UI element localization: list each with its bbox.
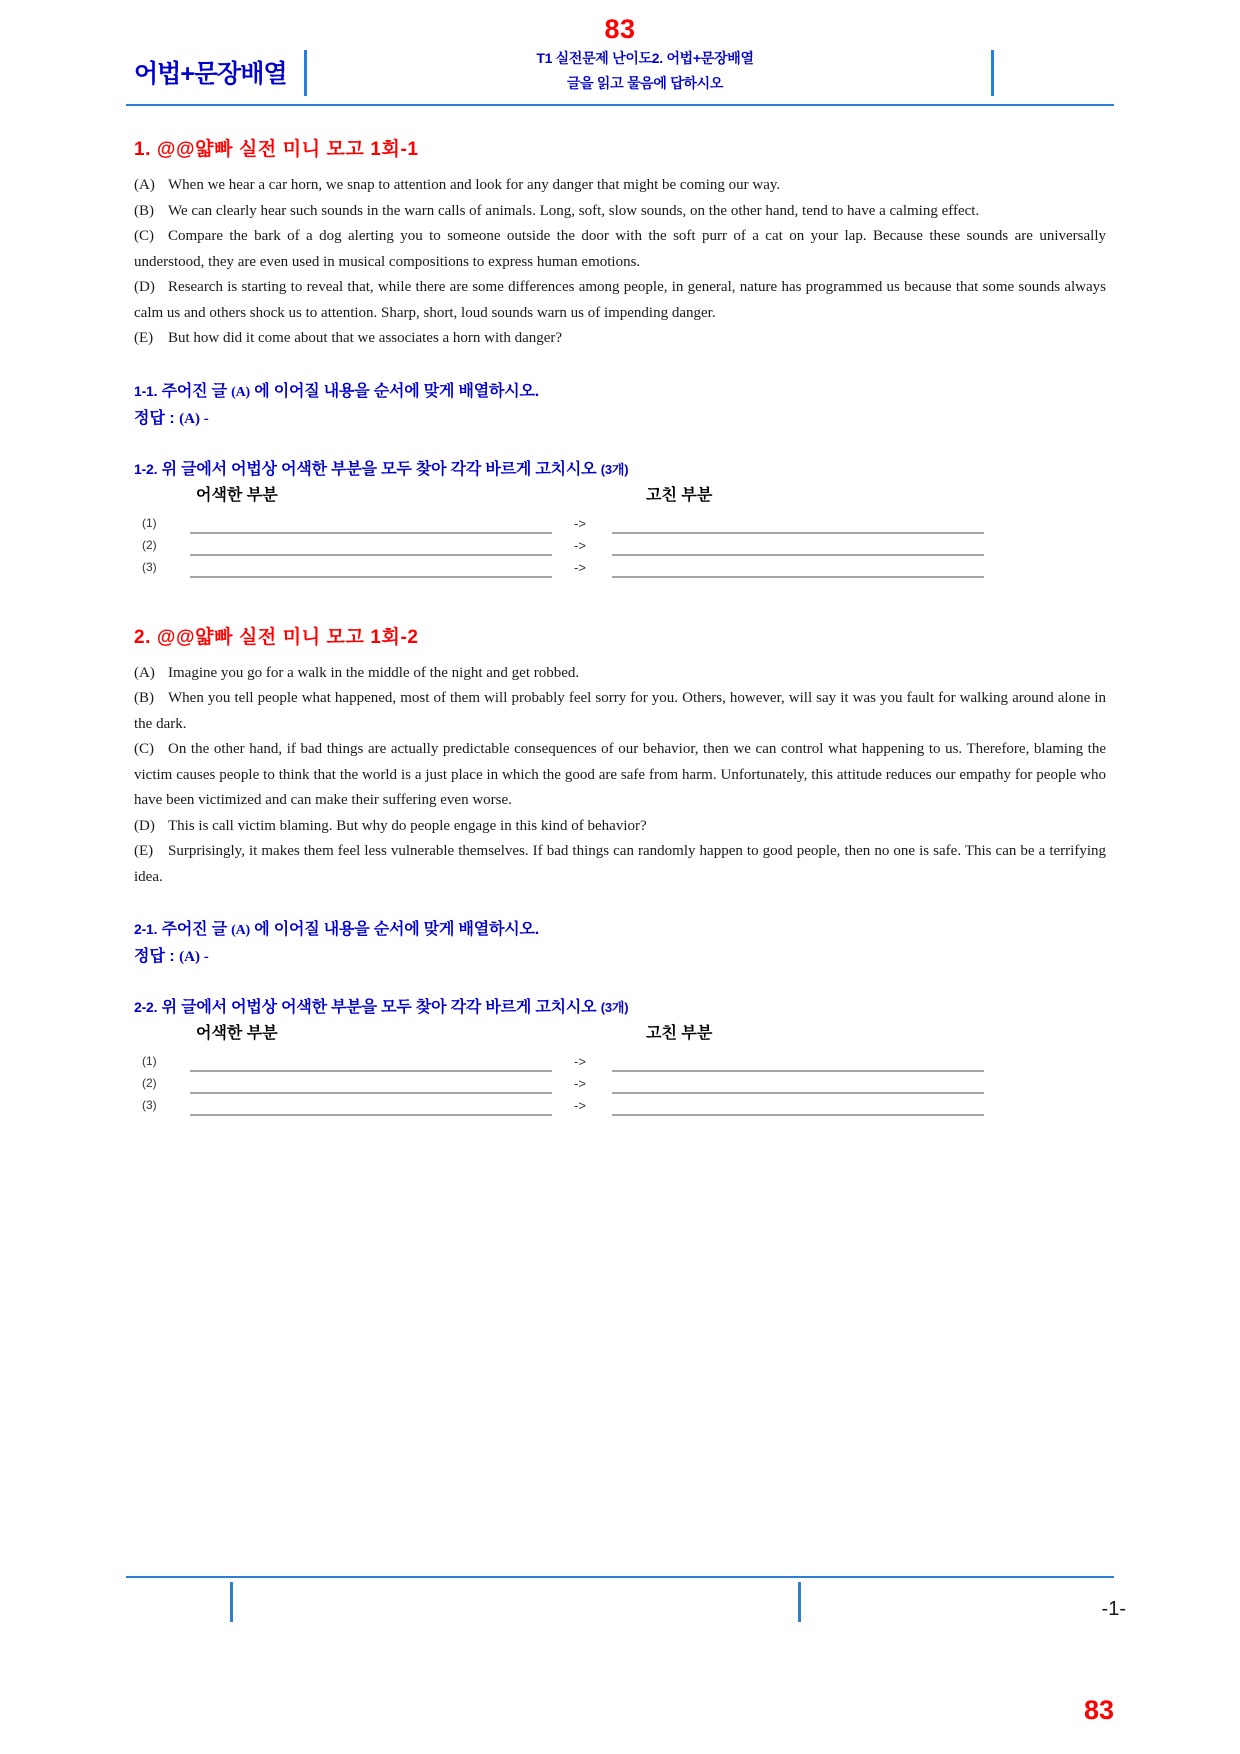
arrow-icon: ->	[574, 537, 586, 553]
arrow-icon: ->	[574, 1098, 586, 1113]
arrow-icon: ->	[574, 1054, 586, 1069]
sub-question-1-1	[134, 378, 1106, 401]
sub-question-text: 위 글에서 어법상 어색한 부분을 모두 찾아 각각 바르게 고치시오	[161, 460, 597, 478]
paragraph-label: (D)	[134, 279, 155, 295]
answer-row[interactable]	[134, 1096, 1106, 1118]
sub-question-count: (3개)	[600, 461, 629, 477]
sub-question-text-after: 에 이어질 내용을 순서에 맞게 배열하시오.	[254, 382, 540, 400]
paragraph-text: When you tell people what happened, most of them will probably feel sorry for you. Others, however, will say it was you fault for walking around alone in the dark.	[134, 690, 1106, 732]
footer-page-indicator: -1-	[1101, 1598, 1126, 1620]
arrow-icon: ->	[574, 559, 586, 575]
passage-paragraph	[134, 326, 1106, 352]
header-row	[126, 46, 1114, 102]
blank-line-incorrect[interactable]	[190, 554, 552, 556]
answer-row[interactable]	[134, 558, 1106, 580]
passage-paragraph	[134, 199, 1106, 225]
paragraph-label: (A)	[134, 177, 155, 193]
passage-paragraph	[134, 173, 1106, 199]
column-header-corrected: 고친 부분	[646, 1025, 713, 1042]
paragraph-text: Research is starting to reveal that, while there are some differences among people, in general, nature has programmed us because that some sounds always calm us and others shock us to attention. Sharp, short, loud sounds warn us of impending danger.	[134, 279, 1106, 321]
passage-paragraph	[134, 686, 1106, 737]
header-subtitle-line-1: T1 실전문제 난이도2. 어법+문장배열	[536, 50, 754, 66]
arrow-icon: ->	[574, 515, 586, 531]
footer-page-badge: 83	[1083, 1695, 1114, 1725]
footer-rule	[126, 1576, 1114, 1578]
answer-row[interactable]	[134, 1052, 1106, 1074]
paragraph-label: (C)	[134, 228, 154, 244]
answer-line-2-1[interactable]	[134, 943, 1106, 966]
header-subtitle	[326, 46, 964, 96]
blank-line-corrected[interactable]	[612, 554, 984, 556]
paragraph-label: (E)	[134, 330, 154, 346]
answer-value: (A) -	[179, 410, 209, 427]
sub-question-count: (3개)	[600, 1000, 629, 1015]
sub-question-number: 1-2.	[134, 460, 158, 477]
sub-question-text-after: 에 이어질 내용을 순서에 맞게 배열하시오.	[254, 921, 540, 938]
paragraph-label: (A)	[134, 664, 155, 681]
header-divider-right	[991, 50, 994, 96]
header-divider-left	[304, 50, 307, 96]
passage-paragraph	[134, 814, 1106, 840]
answer-row[interactable]	[134, 1074, 1106, 1096]
paragraph-text: We can clearly hear such sounds in the warn calls of animals. Long, soft, slow sounds, on the other hand, tend to have a calming effect.	[168, 202, 980, 219]
answer-blank-rows-2	[134, 1052, 1106, 1118]
blank-line-corrected[interactable]	[612, 1092, 984, 1094]
sub-question-2-1	[134, 916, 1106, 939]
paragraph-text: But how did it come about that we associates a horn with danger?	[168, 330, 563, 346]
sub-question-number: 1-1.	[134, 382, 158, 399]
blank-line-incorrect[interactable]	[190, 1070, 552, 1072]
passage-2	[134, 661, 1106, 891]
paragraph-label: (D)	[134, 817, 155, 834]
paragraph-text: On the other hand, if bad things are actually predictable consequences of our behavior, then we can control what happening to us. Therefore, blaming the victim causes people to think that the world is a just place in which the good are safe from harm. Unfortunately, this attitude reduces our empathy for people who have been victimized and can make their suffering even worse.	[134, 741, 1106, 808]
paragraph-text: Imagine you go for a walk in the middle of the night and get robbed.	[168, 664, 580, 681]
column-header-corrected: 고친 부분	[646, 486, 713, 504]
answer-table-headers-2	[134, 1020, 1106, 1046]
passage-paragraph	[134, 737, 1106, 814]
sub-question-reference: (A)	[231, 923, 250, 938]
paragraph-text: This is call victim blaming. But why do people engage in this kind of behavior?	[168, 817, 647, 834]
page-content	[126, 108, 1114, 1118]
sub-question-reference: (A)	[231, 384, 250, 400]
blank-line-corrected[interactable]	[612, 576, 984, 578]
page-footer	[126, 1576, 1126, 1636]
blank-line-corrected[interactable]	[612, 1070, 984, 1072]
question-title-1: 1. @@얇빠 실전 미니 모고 1회-1	[134, 139, 419, 160]
passage-paragraph	[134, 224, 1106, 275]
paragraph-label: (E)	[134, 843, 154, 859]
paragraph-label: (C)	[134, 741, 154, 757]
header-rule	[126, 104, 1114, 106]
footer-tick-right	[798, 1582, 801, 1622]
paragraph-text: Surprisingly, it makes them feel less vulnerable themselves. If bad things can randomly happen to good people, then no one is safe. This can be a terrifying idea.	[134, 843, 1106, 885]
passage-paragraph	[134, 275, 1106, 326]
answer-line-1-1[interactable]	[134, 405, 1106, 428]
answer-label: 정답 :	[134, 409, 175, 427]
sub-question-text: 위 글에서 어법상 어색한 부분을 모두 찾아 각각 바르게 고치시오	[161, 999, 597, 1016]
passage-paragraph	[134, 839, 1106, 890]
paragraph-label: (B)	[134, 690, 154, 706]
header-page-number: 83	[604, 14, 636, 44]
column-header-incorrect: 어색한 부분	[196, 1025, 278, 1042]
sub-question-text-before: 주어진 글	[161, 921, 227, 938]
blank-line-corrected[interactable]	[612, 532, 984, 534]
row-index: (1)	[142, 1054, 157, 1068]
sub-question-1-2	[134, 456, 1106, 479]
page-header	[126, 0, 1114, 108]
question-title-2: 2. @@얇빠 실전 미니 모고 1회-2	[134, 626, 419, 648]
answer-table-headers-1	[134, 482, 1106, 508]
paragraph-text: When we hear a car horn, we snap to attention and look for any danger that might be coming our way.	[168, 177, 781, 193]
answer-value: (A) -	[179, 949, 209, 965]
row-index: (1)	[142, 515, 157, 530]
sub-question-number: 2-1.	[134, 921, 158, 937]
row-index: (3)	[142, 1098, 157, 1112]
passage-paragraph	[134, 661, 1106, 687]
blank-line-incorrect[interactable]	[190, 576, 552, 578]
paragraph-text: Compare the bark of a dog alerting you to someone outside the door with the soft purr of a cat on your lap. Because these sounds are universally understood, they are even used in musical compositions to express human emotions.	[134, 228, 1106, 270]
answer-row[interactable]	[134, 536, 1106, 558]
paragraph-label: (B)	[134, 202, 154, 219]
footer-tick-left	[230, 1582, 233, 1622]
blank-line-incorrect[interactable]	[190, 532, 552, 534]
passage-1	[134, 173, 1106, 352]
question-block-2	[126, 622, 1114, 1119]
answer-blank-rows-1	[134, 514, 1106, 580]
sub-question-text-before: 주어진 글	[161, 382, 227, 400]
sub-question-number: 2-2.	[134, 999, 158, 1015]
column-header-incorrect: 어색한 부분	[196, 486, 278, 504]
header-brand-title: 어법+문장배열	[134, 60, 287, 88]
blank-line-incorrect[interactable]	[190, 1114, 552, 1116]
row-index: (2)	[142, 1076, 157, 1090]
blank-line-corrected[interactable]	[612, 1114, 984, 1116]
answer-row[interactable]	[134, 514, 1106, 536]
row-index: (3)	[142, 559, 157, 574]
blank-line-incorrect[interactable]	[190, 1092, 552, 1094]
arrow-icon: ->	[574, 1076, 586, 1091]
row-index: (2)	[142, 537, 157, 552]
sub-question-2-2	[134, 994, 1106, 1017]
question-block-1	[126, 134, 1114, 580]
header-subtitle-line-2: 글을 읽고 물음에 답하시오	[566, 75, 724, 91]
answer-label: 정답 :	[134, 948, 175, 965]
